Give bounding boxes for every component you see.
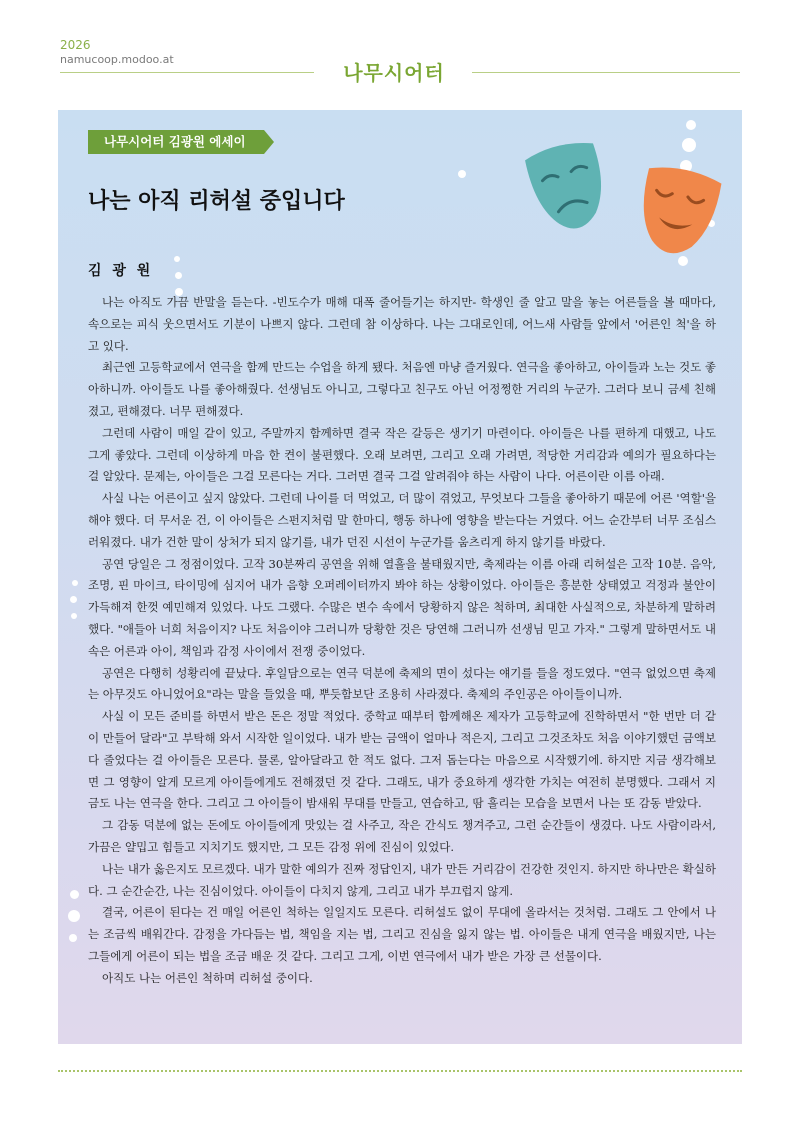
article-panel bbox=[58, 110, 742, 1044]
article-body bbox=[88, 292, 716, 990]
body-paragraph: 나는 내가 옳은지도 모르겠다. 내가 말한 예의가 진짜 정답인지, 내가 만든 거리감이 건강한 것인지. 하지만 하나만은 확실하다. 그 순간순간, 나는 진심이었다. 아이들이 다치지 않게, 그리고 내가 부끄럽지 않게. bbox=[88, 861, 716, 898]
header-rule-right bbox=[472, 72, 740, 73]
header-year: 2026 bbox=[60, 38, 91, 52]
bubble-dot bbox=[68, 910, 80, 922]
body-paragraph: 사실 나는 어른이고 싶지 않았다. 그런데 나이를 더 먹었고, 더 많이 겪었고, 무엇보다 그들을 좋아하기 때문에 어른 '역할'을 해야 했다. 더 무서운 건, 이 아이들은 스펀지처럼 말 한마디, 행동 하나에 영향을 받는다는 거였다. 어느 순간부터 너무 조심스러워졌다. 내가 건한 말이 상처가 되지 않기를, 내가 던진 시선이 누군가를 움츠리게 하지 않기를 바랐다. bbox=[88, 491, 716, 549]
bubble-dot bbox=[72, 580, 78, 586]
body-paragraph: 공연은 다행히 성황리에 끝났다. 후일담으로는 연극 덕분에 축제의 면이 섰다는 얘기를 들을 정도였다. "연극 없었으면 축제는 아무것도 아니었어요"라는 말을 들었을 때, 뿌듯함보단 조용히 사라졌다. 축제의 주인공은 아이들이니까. bbox=[88, 665, 716, 702]
body-paragraph: 아직도 나는 어른인 척하며 리허설 중이다. bbox=[102, 970, 313, 985]
bubble-dot bbox=[70, 596, 77, 603]
bubble-dot bbox=[175, 272, 182, 279]
body-paragraph: 그런데 사람이 매일 같이 있고, 주말까지 함께하면 결국 작은 갈등은 생기기 마련이다. 아이들은 나를 편하게 대했고, 나도 그게 좋았다. 그런데 이상하게 마음 한 켠이 불편했다. 오래 보려면, 그리고 오래 가려면, 적당한 거리감과 예의가 필요하다는 걸 알았다. 문제는, 아이들은 그걸 모른다는 거다. 그러면 결국 그걸 알려줘야 하는 사람이 나다. 어른이란 이름 아래. bbox=[88, 425, 716, 484]
orange-theater-mask-icon bbox=[633, 162, 723, 255]
body-paragraph: 나는 아직도 가끔 반말을 듣는다. -빈도수가 매해 대폭 줄어들기는 하지만- 학생인 줄 알고 말을 놓는 어른들을 볼 때마다, 속으로는 피식 웃으면서도 기분이 나쁘지 않다. 그런데 참 이상하다. 나는 그대로인데, 어느새 사람들 앞에서 '어른인 척'을 하고 있다. bbox=[88, 295, 716, 353]
body-paragraph: 그 감동 덕분에 없는 돈에도 아이들에게 맛있는 걸 사주고, 작은 간식도 챙겨주고, 그런 순간들이 생겼다. 나도 사람이라서, 가끔은 얄밉고 힘들고 지치기도 했지만, 그 모든 감정 위에 진심이 있었다. bbox=[88, 818, 716, 854]
bubble-dot bbox=[678, 256, 688, 266]
header-site-url[interactable]: namucoop.modoo.at bbox=[60, 53, 174, 66]
series-badge: 나무시어터 김광원 에세이 bbox=[88, 130, 264, 154]
bubble-dot bbox=[174, 256, 180, 262]
body-paragraph: 최근엔 고등학교에서 연극을 함께 만드는 수업을 하게 됐다. 처음엔 마냥 즐거웠다. 연극을 좋아하고, 아이들과 노는 것도 좋아하니까. 아이들도 나를 좋아해줬다. 선생님도 아니고, 그렇다고 친구도 아닌 어정쩡한 거리의 누군가. 그러다 보니 금세 친해졌고, 편해졌다. 너무 편해졌다. bbox=[88, 360, 716, 418]
bubble-dot bbox=[70, 890, 79, 899]
theater-masks-illustration bbox=[513, 135, 742, 255]
body-paragraph: 사실 이 모든 준비를 하면서 받은 돈은 정말 적었다. 중학교 때부터 함께해온 제자가 고등학교에 진학하면서 "한 번만 더 같이 만들어 달라"고 부탁해 와서 시작한 일이었다. 내가 받는 금액이 얼마나 적은지, 그리고 그것조차도 처음 이야기했던 금액보다 줄었다는 걸 아이들은 모른다. 물론, 알아달라고 한 적도 없다. 그저 돕는다는 마음으로 시작했기에. 하지만 지금 생각해보면 그 영향이 알게 모르게 아이들에게도 전해졌던 것 같다. 그래도, 내가 중요하게 생각한 가치는 여전히 분명했다. 그래서 지금도 나는 연극을 한다. 그리고 그 아이들이 밤새워 무대를 만들고, 연습하고, 땀 흘리는 모습을 보면서 나는 또 감동 받았다. bbox=[88, 709, 716, 811]
body-paragraph: 결국, 어른이 된다는 건 매일 어른인 척하는 일일지도 모른다. 리허설도 없이 무대에 올라서는 것처럼. 그래도 그 안에서 나는 조금씩 배워간다. 감정을 가다듬는 법, 책임을 지는 법, 그리고 진심을 잃지 않는 법. 아이들은 내게 연극을 배웠지만, 나는 그들에게 어른이 되는 법을 조금 배운 것 같다. 그리고 그게, 이번 연극에서 내가 받은 가장 큰 선물이다. bbox=[88, 905, 716, 963]
body-paragraph: 공연 당일은 그 정점이었다. 고작 30분짜리 공연을 위해 열흘을 불태웠지만, 축제라는 이름 아래 리허설은 고작 10분. 음악, 조명, 핀 마이크, 타이밍에 심지어 내가 음향 오퍼레이터까지 봐야 하는 상황이었다. 아이들은 흥분한 상태였고 걱정과 불안이 가득해져 한껏 예민해져 있었다. 나도 그랬다. 수많은 변수 속에서 당황하지 않은 척하며, 최대한 사실적으로, 차분하게 말하려 했다. "애들아 너희 처음이지? 나도 처음이야 그러니까 당황한 것은 당연해 그러니까 선생님 믿고 가자." 그렇게 말하면서도 내 속은 어른과 아이, 책임과 감정 사이에서 전쟁 중이었다. bbox=[88, 556, 716, 658]
footer-divider bbox=[58, 1070, 742, 1072]
header-rule-left bbox=[60, 72, 314, 73]
author-name: 김 광 원 bbox=[88, 263, 154, 279]
bubble-dot bbox=[69, 934, 77, 942]
header-logo: 나무시어터 bbox=[343, 61, 445, 85]
bubble-dot bbox=[71, 613, 77, 619]
teal-theater-mask-icon bbox=[523, 137, 612, 236]
bubble-dot bbox=[686, 120, 696, 130]
article-title: 나는 아직 리허설 중입니다 bbox=[88, 189, 345, 214]
bubble-dot bbox=[458, 170, 466, 178]
